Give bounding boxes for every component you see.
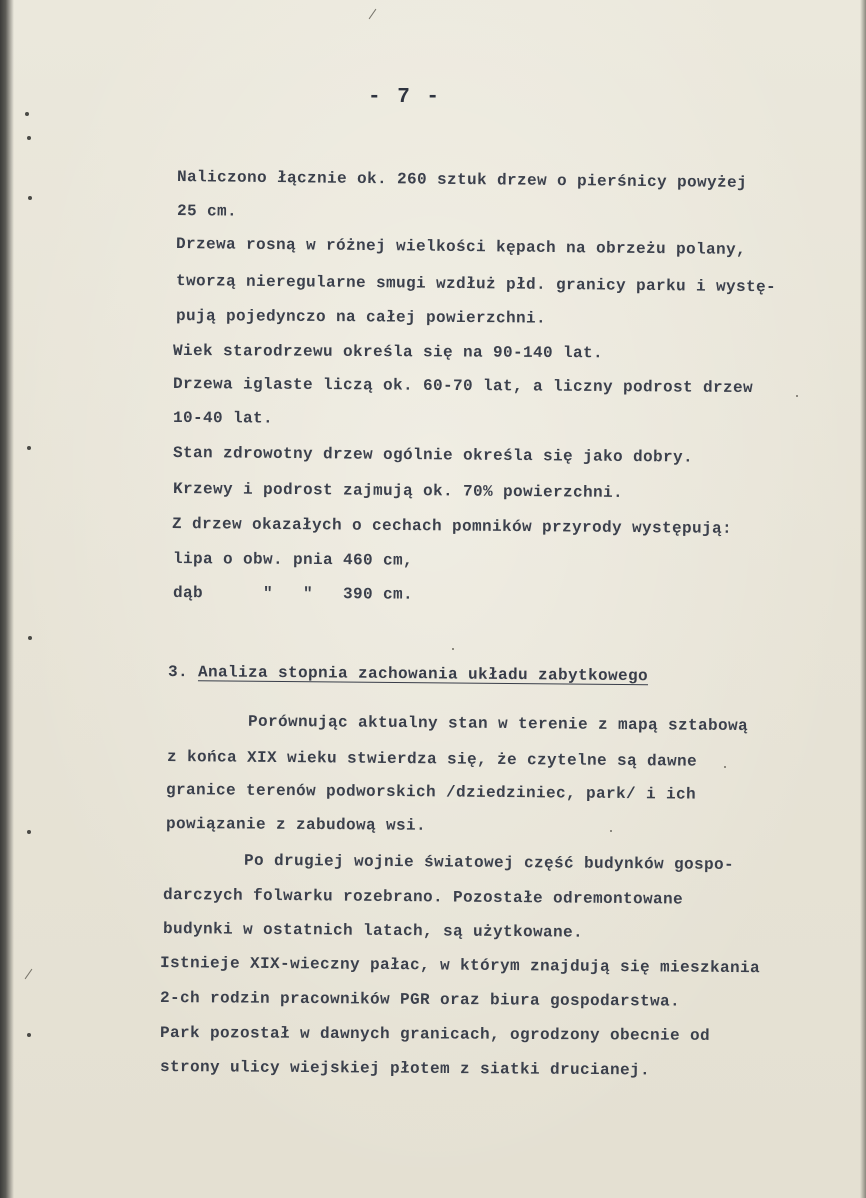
text-line: powiązanie z zabudową wsi. — [165, 815, 427, 835]
text-line: Z drzew okazałych o cechach pomników przyrody występują: — [171, 515, 733, 538]
text-line: pują pojedynczo na całej powierzchni. — [175, 307, 547, 328]
margin-mark — [27, 446, 31, 450]
text-line: darczych folwarku rozebrano. Pozostałe odremontowane — [162, 886, 684, 909]
text-line: lipa o obw. pnia 460 cm, — [172, 550, 414, 570]
margin-mark — [27, 136, 31, 140]
text-line: Krzewy i podrost zajmują ok. 70% powierzchni. — [172, 480, 624, 502]
scan-edge-left — [0, 0, 14, 1198]
text-line: Park pozostał w dawnych granicach, ogrodzony obecnie od — [159, 1024, 711, 1045]
text-line: 2-ch rodzin pracowników PGR oraz biura gospodarstwa. — [159, 989, 681, 1011]
text-line: z końca XIX wieku stwierdza się, że czytelne są dawne — [166, 748, 698, 771]
margin-mark — [27, 1033, 31, 1037]
section-heading — [168, 663, 648, 685]
scan-speck — [796, 395, 798, 397]
text-line: Wiek starodrzewu określa się na 90-140 lat. — [172, 342, 604, 363]
scan-speck — [610, 830, 612, 832]
text-line: Drzewa rosną w różnej wielkości kępach na obrzeżu polany, — [175, 235, 747, 259]
scan-speck — [369, 9, 377, 19]
text-line: Porównując aktualny stan w terenie z mapą sztabową — [167, 712, 749, 736]
text-line: Naliczono łącznie ok. 260 sztuk drzew o pierśnicy powyżej — [176, 168, 748, 192]
text-line: 25 cm. — [176, 202, 238, 221]
section-title: Analiza stopnia zachowania układu zabytkowego — [197, 663, 649, 686]
scan-speck — [724, 766, 726, 768]
scan-edge-right — [860, 0, 866, 1198]
margin-mark — [25, 112, 29, 116]
section-number: 3. — [167, 663, 189, 682]
text-line: Istnieje XIX-wieczny pałac, w którym znajdują się mieszkania — [159, 954, 761, 978]
text-line: dąb " " 390 cm. — [172, 584, 414, 604]
text-line: tworzą nieregularne smugi wzdłuż płd. granicy parku i wystę- — [175, 272, 777, 297]
margin-mark — [25, 969, 33, 979]
text-line: Drzewa iglaste liczą ok. 60-70 lat, a liczny podrost drzew — [172, 375, 754, 398]
text-line: strony ulicy wiejskiej płotem z siatki drucianej. — [159, 1058, 651, 1080]
text-line: 10-40 lat. — [172, 409, 274, 428]
margin-mark — [27, 830, 31, 834]
scan-speck — [452, 648, 454, 650]
text-line: Po drugiej wojnie światowej część budynków gospo- — [163, 851, 735, 874]
margin-mark — [28, 196, 32, 200]
margin-mark — [28, 636, 32, 640]
page-number: - 7 - — [368, 86, 442, 109]
text-line: budynki w ostatnich latach, są użytkowane. — [162, 920, 584, 942]
text-line: granice terenów podworskich /dziedziniec, park/ i ich — [165, 781, 697, 804]
text-line: Stan zdrowotny drzew ogólnie określa się jako dobry. — [172, 444, 694, 467]
